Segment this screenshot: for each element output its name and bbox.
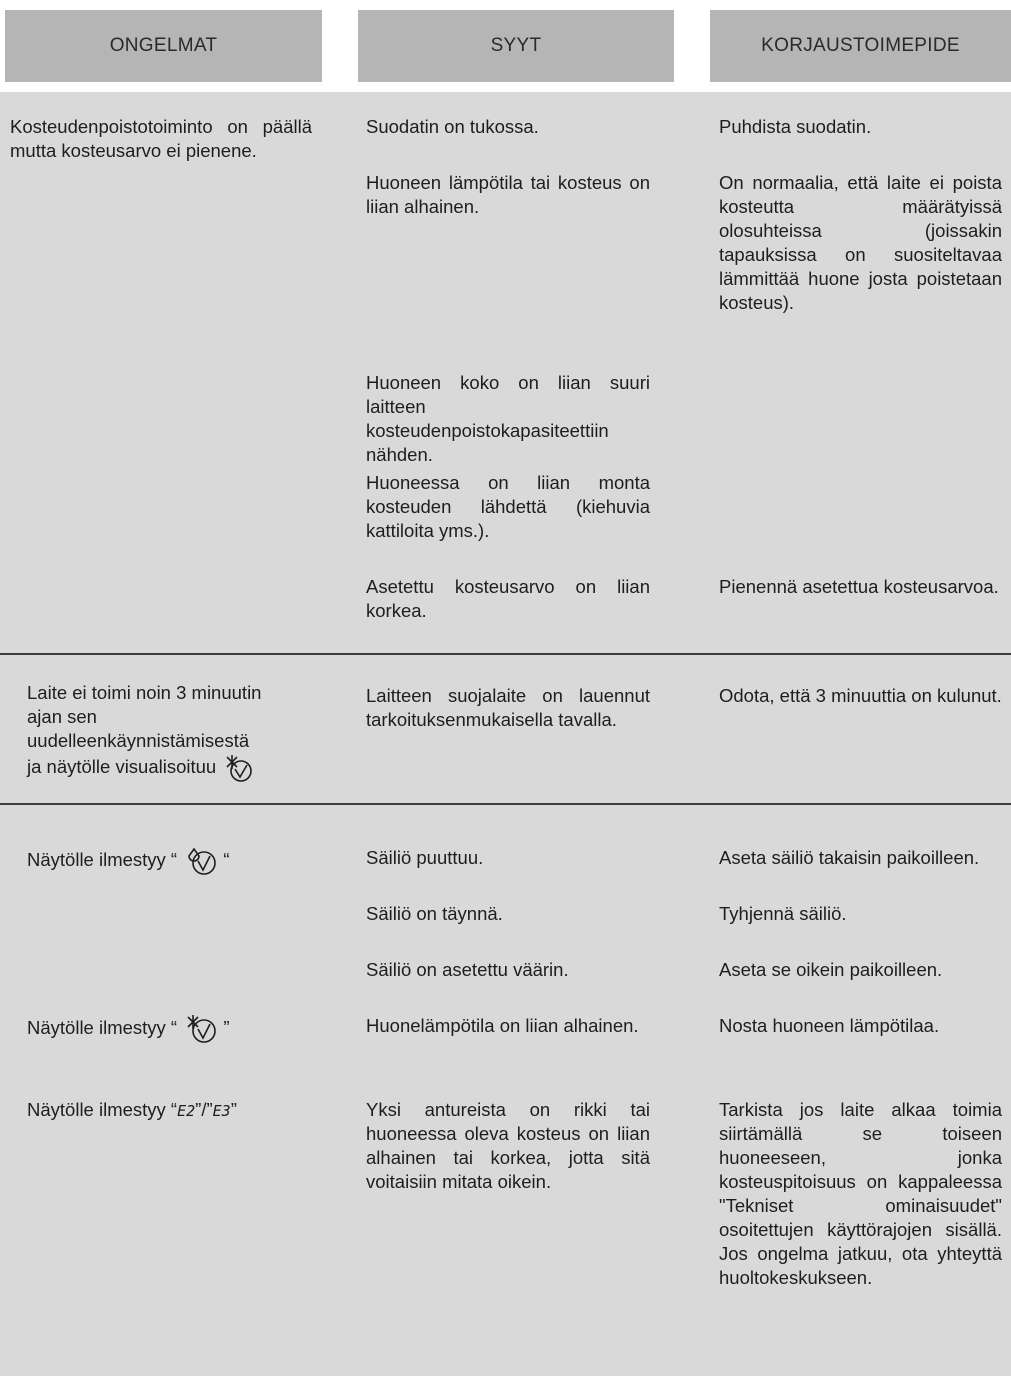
problem-tank-icon: Näytölle ilmestyy “ “ xyxy=(27,846,327,876)
error-code-e3: E3 xyxy=(212,1102,231,1120)
droplet-tank-icon xyxy=(182,846,218,876)
header-problems xyxy=(5,10,322,82)
remedy-sensor: Tarkista jos laite alkaa toimia siirtämällä se toiseen huoneeseen, jonka kosteuspitoisuus on kappaleessa "Tekniset ominaisuudet" osoitettujen käyttörajojen sisällä. Jos ongelma jatkuu, ota yhteyttä huoltokeskukseen. xyxy=(719,1099,1002,1288)
section-display-codes xyxy=(0,805,1011,1376)
header-causes xyxy=(358,10,674,82)
cause-moisture-sources: Huoneessa on liian monta kosteuden lähdettä (kiehuvia kattiloita yms.). xyxy=(366,472,650,541)
cause-setting-high: Asetettu kosteusarvo on liian korkea. xyxy=(366,576,650,621)
cause-low-temp: Huoneen lämpötila tai kosteus on liian alhainen. xyxy=(366,172,650,217)
header-remedies-label: KORJAUSTOIMEPIDE xyxy=(761,35,960,56)
cause-tank-full: Säiliö on täynnä. xyxy=(366,903,503,924)
header-causes-label: SYYT xyxy=(490,35,542,56)
remedy-tank-wrong: Aseta se oikein paikoilleen. xyxy=(719,959,943,980)
cause-tank-missing: Säiliö puuttuu. xyxy=(366,847,484,868)
remedy-low-temp: On normaalia, että laite ei poista kosteutta määrätyissä olosuhteissa (joissakin tapauksissa on suositeltavaa lämmittää huone josta poistetaan kosteus). xyxy=(719,172,1002,313)
cause-room-size: Huoneen koko on liian suuri laitteen kosteudenpoistokapasiteettiin nähden. xyxy=(366,372,650,465)
snowflake-tank-icon xyxy=(221,753,255,783)
remedy-tank-missing: Aseta säiliö takaisin paikoilleen. xyxy=(719,847,980,868)
cause-protection: Laitteen suojalaite on lauennut tarkoituksenmukaisella tavalla. xyxy=(366,685,650,730)
remedy-setting-high: Pienennä asetettua kosteusarvoa. xyxy=(719,576,999,597)
remedy-low-room-temp: Nosta huoneen lämpötilaa. xyxy=(719,1015,940,1036)
remedy-tank-full: Tyhjennä säiliö. xyxy=(719,903,847,924)
problem-error-codes: Näytölle ilmestyy “E2”/”E3” xyxy=(27,1099,237,1120)
snowflake-tank-icon xyxy=(182,1014,218,1044)
problem-dehumidify: Kosteudenpoistotoiminto on päällä mutta kosteusarvo ei pienene. xyxy=(10,116,312,161)
header-remedies xyxy=(710,10,1011,82)
cause-low-room-temp: Huonelämpötila on liian alhainen. xyxy=(366,1015,639,1036)
remedy-filter: Puhdista suodatin. xyxy=(719,116,872,137)
problem-restart-delay xyxy=(27,681,267,783)
cause-sensor: Yksi antureista on rikki tai huoneessa oleva kosteus on liian alhainen tai korkea, jotta sitä voitaisiin mitata oikein. xyxy=(366,1099,650,1192)
problem-restart-delay-text: Laite ei toimi noin 3 minuutin ajan sen uudelleenkäynnistämisestä ja näytölle visualisoituu xyxy=(27,682,262,777)
cause-tank-wrong: Säiliö on asetettu väärin. xyxy=(366,959,569,980)
remedy-protection: Odota, että 3 minuuttia on kulunut. xyxy=(719,685,1002,706)
header-problems-label: ONGELMAT xyxy=(109,35,218,56)
error-code-e2: E2 xyxy=(177,1102,196,1120)
cause-filter: Suodatin on tukossa. xyxy=(366,116,539,137)
problem-frost-icon: Näytölle ilmestyy “ ” xyxy=(27,1014,327,1044)
